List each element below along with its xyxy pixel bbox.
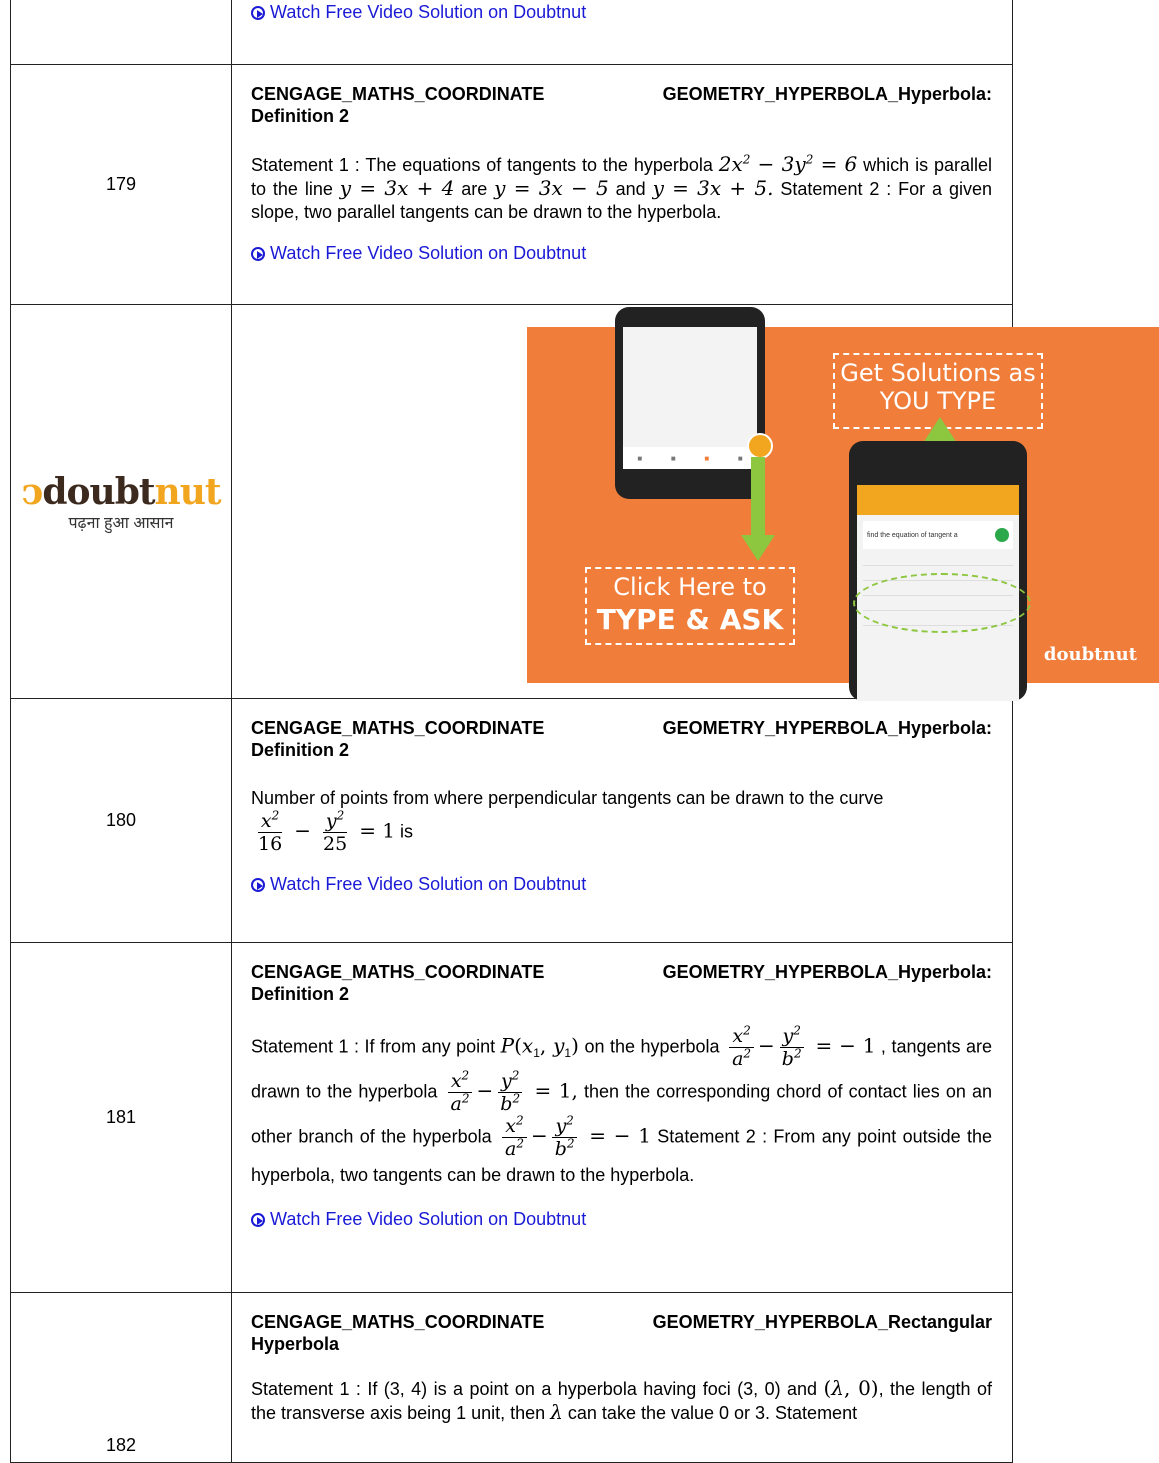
topic-header: CENGAGE_MATHS_COORDINATE GEOMETRY_HYPERBOLA_Hyperbola:	[251, 718, 992, 738]
question-row-182	[11, 1293, 1013, 1463]
question-number: 180	[11, 699, 232, 943]
question-text: Statement 1 : If from any point $P(x_1$, $y_1$) on the hyperbola $\frac{x^2}{a^2}$ − $\frac{y^2}{b^2}$ = − 1 , tangents are drawn to the hyperbola $\frac{x^2}{a^2}$ − $\frac{y^2}{b^2}$ = 1, then the corresponding chord of contact lies on an other branch of the hyperbola $\frac{x^2}{a^2}$ − $\frac{y^2}{b^2}$ = − 1 Statement 2 : From any point outside the hyperbola, two tangents can be drawn to the hyperbola.	[251, 1023, 993, 1185]
question-row-181	[11, 943, 1013, 1293]
play-circle-icon	[251, 878, 265, 892]
question-content-cell	[232, 0, 1013, 65]
watch-video-link[interactable]: Watch Free Video Solution on Doubtnut	[251, 873, 992, 896]
topic-header: CENGAGE_MATHS_COORDINATE GEOMETRY_HYPERBOLA_Rectangular	[251, 1312, 992, 1332]
question-row-179	[11, 65, 1013, 305]
get-solutions-box: Get Solutions as YOU TYPE	[833, 353, 1043, 429]
question-number: 182	[11, 1293, 232, 1463]
topic-header: CENGAGE_MATHS_COORDINATE GEOMETRY_HYPERBOLA_Hyperbola:	[251, 84, 992, 104]
type-ask-button[interactable]: Click Here to TYPE & ASK	[585, 567, 795, 645]
play-circle-icon	[251, 6, 265, 20]
highlight-ellipse	[853, 573, 1031, 633]
ask-icon	[747, 433, 773, 459]
watch-video-link[interactable]: Watch Free Video Solution on Doubtnut	[251, 1, 992, 24]
logo-cell	[11, 305, 232, 699]
topic-header: CENGAGE_MATHS_COORDINATE GEOMETRY_HYPERBOLA_Hyperbola:	[251, 962, 992, 982]
question-content	[232, 65, 1013, 305]
ad-row	[11, 305, 1013, 699]
question-content	[232, 699, 1013, 943]
question-text: Statement 1 : The equations of tangents to the hyperbola $2x^2 - 3y^2 = 6$ which is parallel to the line y = 3x + 4 are y = 3x − 5 and y = 3x + 5. Statement 2 : For a given slope, two parallel tangents can be drawn to the hyperbola.	[251, 152, 992, 222]
question-content	[232, 1293, 1013, 1463]
play-circle-icon	[251, 247, 265, 261]
phone-left: ■ ■ ■ ■	[615, 307, 765, 499]
banner-brand: doubtnut	[1043, 644, 1137, 665]
question-text: Number of points from where perpendicular tangents can be drawn to the curve $\frac{x^2}{16}$ − $\frac{y^2}{25}$ = 1 is	[251, 788, 884, 855]
watch-video-link[interactable]: Watch Free Video Solution on Doubtnut	[251, 1208, 992, 1231]
topic-subheader: Hyperbola	[251, 1334, 340, 1354]
type-and-ask-banner[interactable]	[527, 327, 1159, 683]
phone-right: find the equation of tangent a	[849, 441, 1027, 701]
topic-subheader: Definition 2	[251, 740, 349, 760]
play-circle-icon	[251, 1213, 265, 1227]
arrow-down-icon	[751, 457, 765, 537]
banner-cell	[232, 305, 1137, 699]
watch-video-link[interactable]: Watch Free Video Solution on Doubtnut	[251, 242, 992, 265]
doubtnut-logo: ↄdoubtnut पढ़ना हुआ आसान	[21, 470, 221, 532]
question-number: 179	[11, 65, 232, 305]
question-number-cell	[11, 0, 232, 65]
arrow-up-icon	[923, 417, 957, 443]
topic-subheader: Definition 2	[251, 106, 349, 126]
question-text: Statement 1 : If (3, 4) is a point on a hyperbola having foci (3, 0) and (λ, 0), the length of the transverse axis being 1 unit, then λ can take the value 0 or 3. Statement	[251, 1376, 992, 1424]
question-number: 181	[11, 943, 232, 1293]
question-row-180	[11, 699, 1013, 943]
topic-subheader: Definition 2	[251, 984, 349, 1004]
question-content	[232, 943, 1013, 1293]
